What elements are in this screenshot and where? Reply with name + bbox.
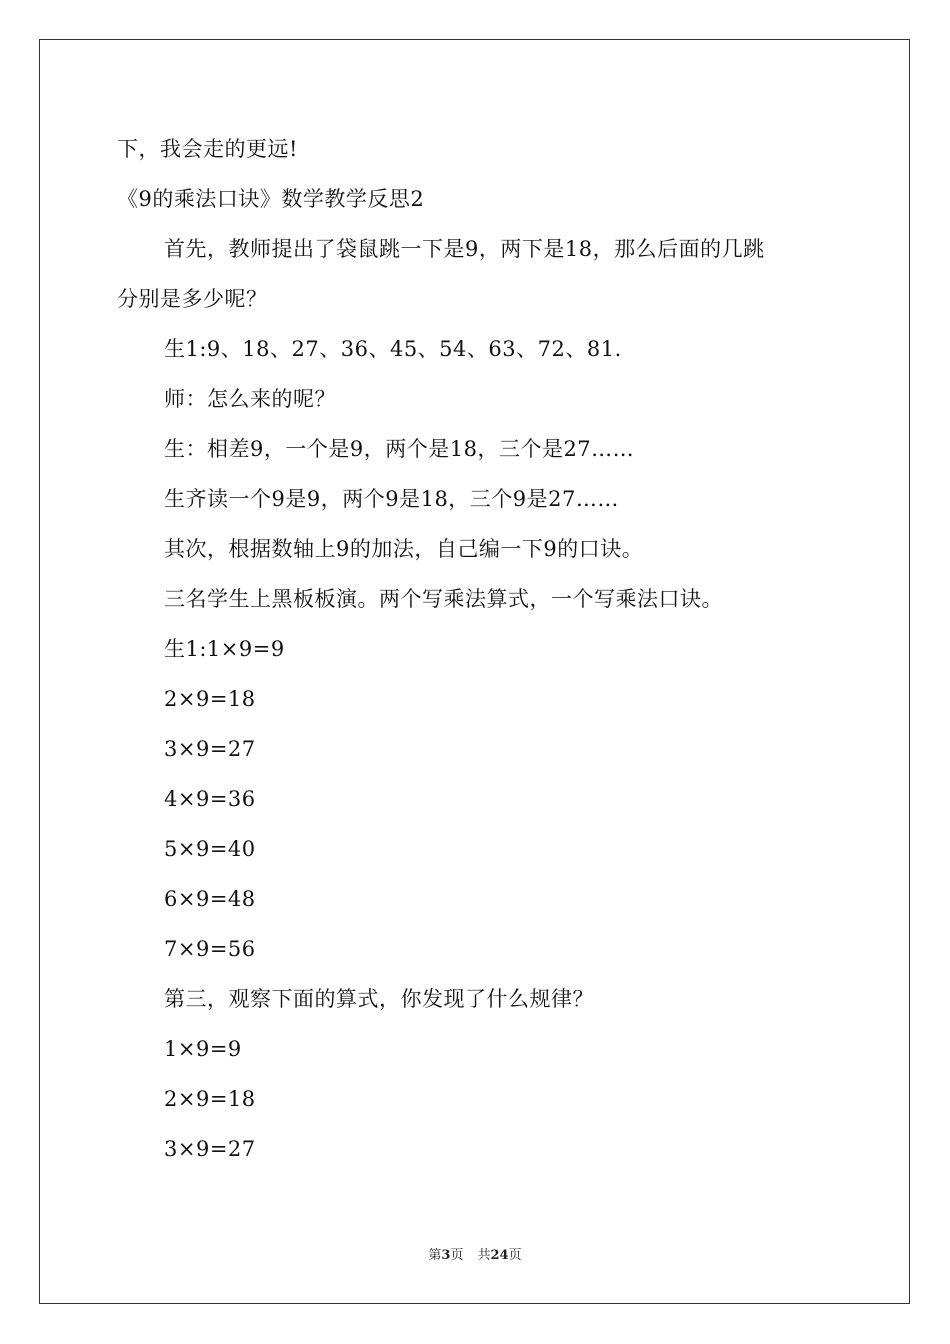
paragraph-line: 师：怎么来的呢？ xyxy=(164,387,336,411)
equation-line: 3×9=27 xyxy=(164,1137,256,1161)
page-number: 3 xyxy=(441,1248,451,1263)
section-heading: 《9的乘法口诀》数学教学反思2 xyxy=(117,187,425,211)
page-suffix: 页 xyxy=(450,1248,464,1263)
paragraph-line: 生：相差9，一个是9，两个是18，三个是27…… xyxy=(164,437,635,461)
equation-line: 6×9=48 xyxy=(164,887,256,911)
equation-line: 1×9=9 xyxy=(164,1037,242,1061)
equation-line: 4×9=36 xyxy=(164,787,256,811)
paragraph-line: 分别是多少呢？ xyxy=(117,287,268,311)
paragraph-line: 三名学生上黑板板演。两个写乘法算式，一个写乘法口诀。 xyxy=(164,587,723,611)
total-prefix: 共 xyxy=(477,1248,491,1263)
paragraph-line: 其次，根据数轴上9的加法，自己编一下9的口诀。 xyxy=(164,537,644,561)
equation-line: 7×9=56 xyxy=(164,937,256,961)
equation-line: 2×9=18 xyxy=(164,687,256,711)
total-pages: 24 xyxy=(490,1248,509,1263)
paragraph-line: 生齐读一个9是9，两个9是18，三个9是27…… xyxy=(164,487,619,511)
equation-line: 2×9=18 xyxy=(164,1087,256,1111)
text-line-continuation: 下，我会走的更远! xyxy=(117,137,298,161)
paragraph-line: 第三，观察下面的算式，你发现了什么规律？ xyxy=(164,987,594,1011)
page-frame xyxy=(39,39,910,1304)
paragraph-line: 生1:9、18、27、36、45、54、63、72、81. xyxy=(164,337,622,361)
paragraph-line: 首先，教师提出了袋鼠跳一下是9，两下是18，那么后面的几跳 xyxy=(164,237,765,261)
equation-line: 5×9=40 xyxy=(164,837,256,861)
total-suffix: 页 xyxy=(508,1248,522,1263)
equation-line: 生1:1×9=9 xyxy=(164,637,285,661)
equation-line: 3×9=27 xyxy=(164,737,256,761)
page-footer xyxy=(0,1247,950,1265)
page-prefix: 第 xyxy=(428,1248,442,1263)
